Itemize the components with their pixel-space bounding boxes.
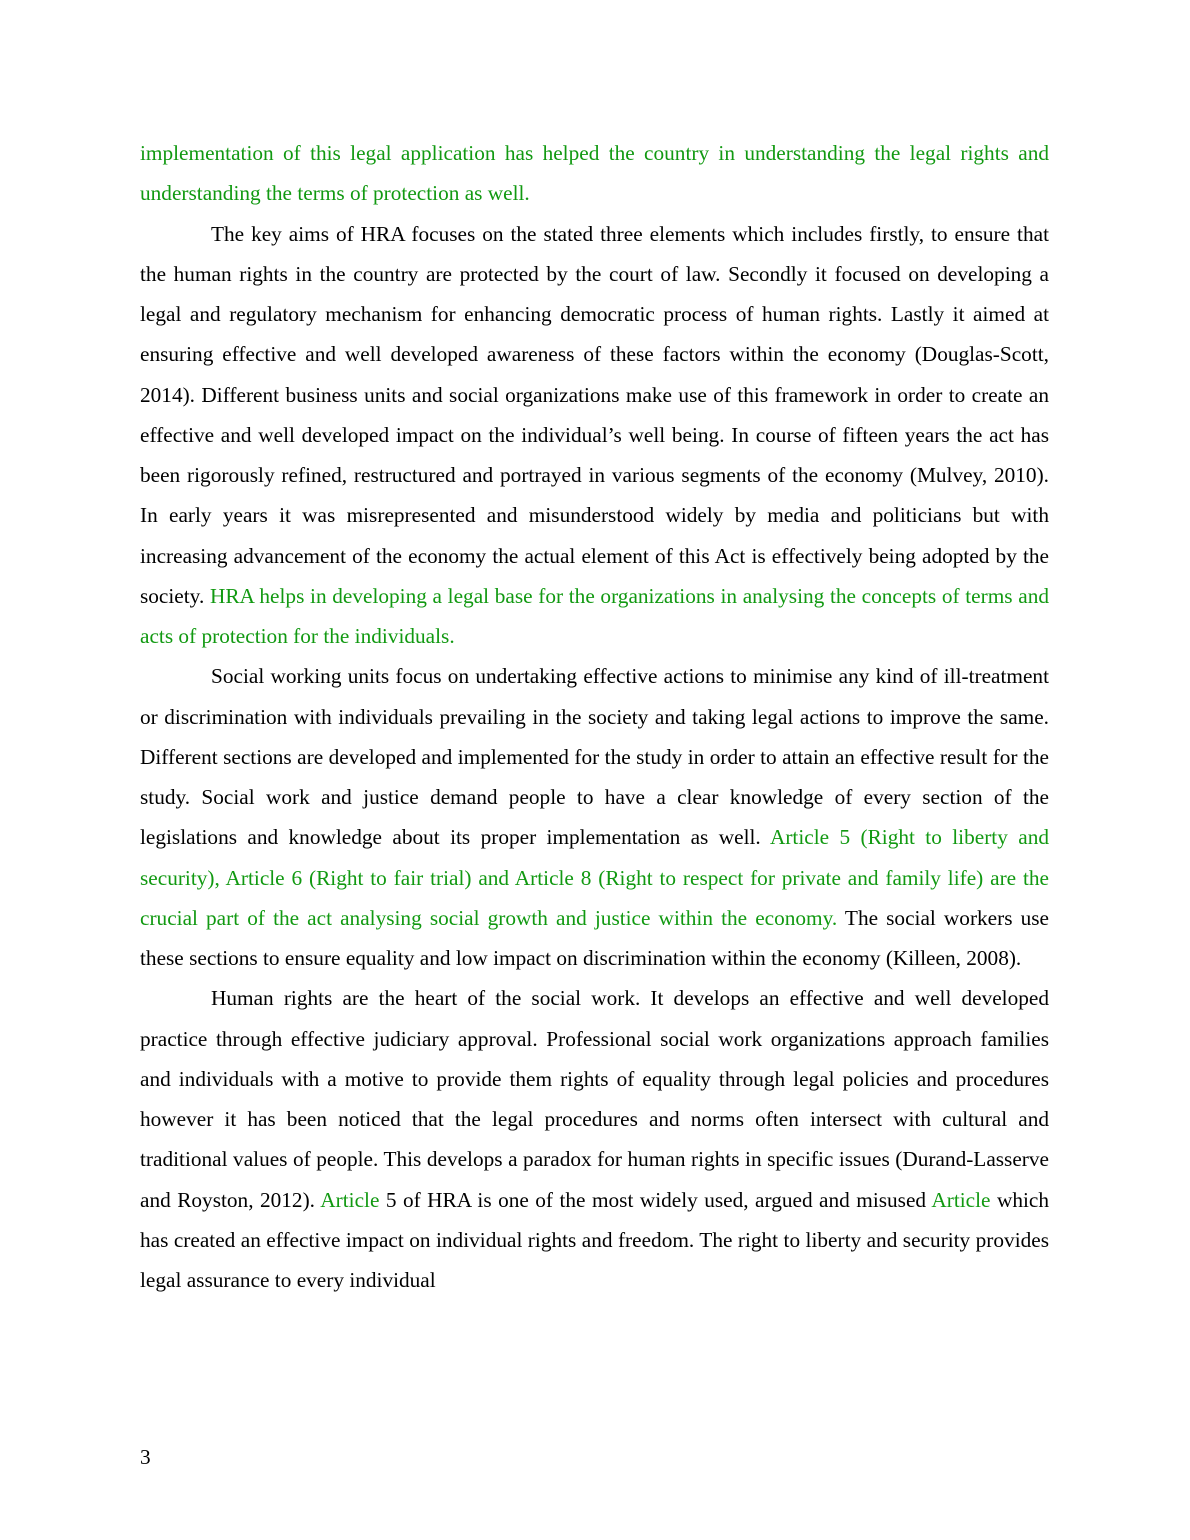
body-text: 5 of HRA is one of the most widely used, argued and misused — [379, 1187, 932, 1212]
highlighted-text: implementation of this legal application has helped the country in understanding the legal rights and understanding the terms of protection as well. — [140, 141, 1049, 206]
paragraph-1 — [140, 133, 1049, 214]
highlighted-text: Article — [931, 1187, 991, 1212]
page-number: 3 — [140, 1445, 151, 1469]
highlighted-text: Article — [320, 1187, 380, 1212]
paragraph-4 — [140, 978, 1049, 1300]
body-text: which has created an effective impact on individual rights and freedom. The right to liberty and security provides legal assurance to every individual — [140, 1187, 1050, 1292]
body-text: Human rights are the heart of the social work. It develops an effective and well developed practice through effective judiciary approval. Professional social work organizations approach families and individuals with a motive to provide them rights of equality through legal policies and procedures however it has been noticed that the legal procedures and norms often intersect with cultural and traditional values of people. This develops a paradox for human rights in specific issues (Durand-Lasserve and Royston, 2012). — [140, 986, 1049, 1212]
paragraph-3 — [140, 656, 1049, 978]
body-text: Social working units focus on undertaking effective actions to minimise any kind of ill-treatment or discrimination with individuals prevailing in the society and taking legal actions to improve the same. Different sections are developed and implemented for the study in order to attain an effective result for the study. Social work and justice demand people to have a clear knowledge of every section of the legislations and knowledge about its proper implementation as well. — [140, 664, 1049, 850]
body-text: The social workers use these sections to ensure equality and low impact on discrimination within the economy (Killeen, 2008). — [140, 905, 1049, 970]
document-body — [140, 133, 1049, 1300]
paragraph-2 — [140, 214, 1049, 657]
highlighted-text: HRA helps in developing a legal base for the organizations in analysing the concepts of terms and acts of protection for the individuals. — [140, 583, 1049, 648]
highlighted-text: Article 5 (Right to liberty and security), Article 6 (Right to fair trial) and Article 8 (Right to respect for private and family life) are the crucial part of the act analysing social growth and justice within the economy. — [140, 825, 1049, 930]
body-text: The key aims of HRA focuses on the stated three elements which includes firstly, to ensure that the human rights in the country are protected by the court of law. Secondly it focused on developing a legal and regulatory mechanism for enhancing democratic process of human rights. Lastly it aimed at ensuring effective and well developed awareness of these factors within the economy (Douglas-Scott, 2014). Different business units and social organizations make use of this framework in order to create an effective and well developed impact on the individual’s well being. In course of fifteen years the act has been rigorously refined, restructured and portrayed in various segments of the economy (Mulvey, 2010). In early years it was misrepresented and misunderstood widely by media and politicians but with increasing advancement of the economy the actual element of this Act is effectively being adopted by the society. — [140, 221, 1049, 608]
